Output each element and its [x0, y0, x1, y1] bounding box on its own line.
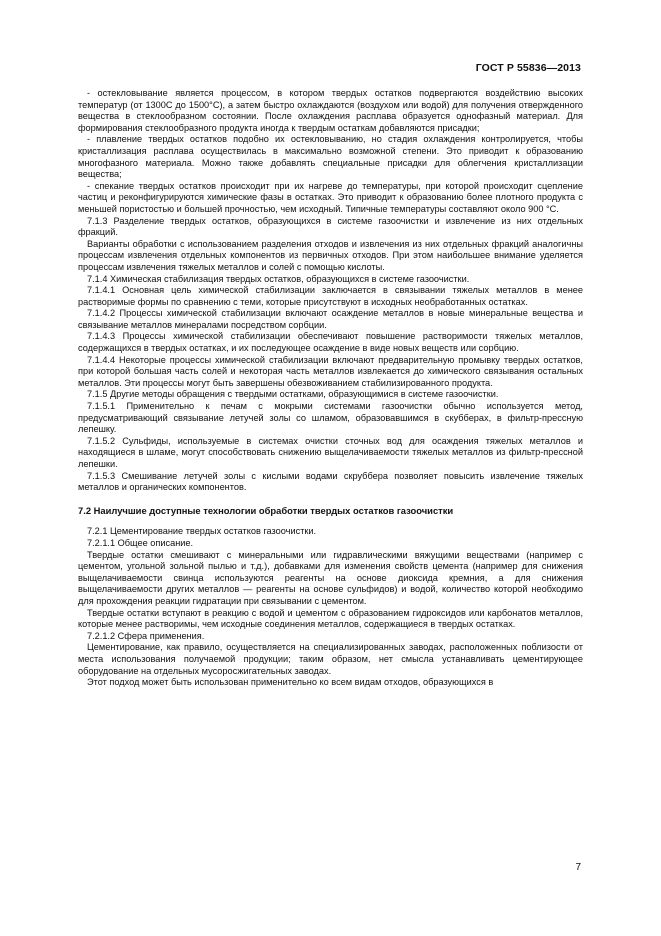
paragraph-sintering: - спекание твердых остатков происходит при их нагреве до температуры, при которой происходит сцепление частиц и реконфигурируются химические фазы в остатках. Это приводит к образованию более плотного продукта с меньшей пористостью и большей прочностью, чем исходный. Типичные температуры составляют около 900 °С. [78, 180, 583, 214]
page-number: 7 [575, 862, 581, 873]
paragraph-7-1-5-2: 7.1.5.2 Сульфиды, используемые в системах очистки сточных вод для осаждения тяжелых металлов и находящиеся в шламе, могут способствовать снижению выщелачиваемости тяжелых металлов из фильтр-прессной лепешки. [78, 435, 583, 469]
document-body [78, 88, 583, 689]
paragraph-7-2-1: 7.2.1 Цементирование твердых остатков газоочистки. [87, 526, 317, 537]
standard-code-header: ГОСТ Р 55836—2013 [475, 62, 581, 74]
paragraph-7-1-4-2: 7.1.4.2 Процессы химической стабилизации включают осаждение металлов в новые минеральные вещества и связывание металлов минералами посредством сорбции. [78, 308, 583, 330]
paragraph-7-1-5-3: 7.1.5.3 Смешивание летучей золы с кислыми водами скруббера позволяет повысить извлечение тяжелых металлов и органических компонентов. [78, 470, 583, 493]
paragraph-7-1-5-1: 7.1.5.1 Применительно к печам с мокрыми системами газоочистки обычно используется метод, предусматривающий связывание летучей золы со шламом, образовавшимся в скубберах, в фильтр-прессную лепешку. [78, 401, 583, 435]
paragraph-7-1-4-4: 7.1.4.4 Некоторые процессы химической стабилизации включают предварительную промывку твердых остатков, при которой большая часть солей и некоторая часть металлов извлекается до химического связывания остальных металлов. Эти процессы могут быть завершены обезвоживанием стабилизированного продукта. [78, 354, 583, 388]
paragraph-separation-variants: Варианты обработки с использованием разделения отходов и извлечения из них отдельных фракций аналогичны процессам извлечения отдельных компонентов из первичных отходов. При этом наибольшее внимание уделяется процессам извлечения тяжелых металлов и солей с помощью кислоты. [78, 238, 583, 272]
paragraph-7-1-3: 7.1.3 Разделение твердых остатков, образующихся в системе газоочистки и извлечение из них отдельных фракций. [78, 215, 583, 238]
paragraph-cement-mixing: Твердые остатки смешивают с минеральными или гидравлическими вяжущими веществами (например с цементом, угольной зольной пылью и т.д.), добавками для изменения свойств цемента (например для снижения выщелачиваемости свинца используются реагенты на основе диоксида кремния, а для снижения выщелачиваемости других металлов — реагенты на основе сульфидов) и водой, количество которой необходимо для прохождения реакции гидратации при связывании с цементом. [78, 549, 583, 606]
paragraph-melting: - плавление твердых остатков подобно их остекловыванию, но стадия охлаждения контролируется, чтобы кристаллизация расплава осуществилась в максимально возможной степени. Это приводит к образованию многофазного материала. Можно также добавлять специальные присадки для облегчения кристаллизации вещества; [78, 134, 583, 180]
paragraph-7-1-4: 7.1.4 Химическая стабилизация твердых остатков, образующихся в системе газоочистки. [87, 273, 470, 284]
paragraph-7-1-5: 7.1.5 Другие методы обращения с твердыми остатками, образующимися в системе газоочистки. [87, 389, 499, 400]
section-heading-7-2: 7.2 Наилучшие доступные технологии обработки твердых остатков газоочистки [78, 504, 454, 516]
paragraph-cementing-plants: Цементирование, как правило, осуществляется на специализированных заводах, расположенных поблизости от места использования получаемой продукции; таким образом, нет смысла устанавливать цементирующее оборудование на отдельных мусоросжигательных заводах. [78, 642, 583, 676]
paragraph-7-1-4-3: 7.1.4.3 Процессы химической стабилизации обеспечивают повышение растворимости тяжелых металлов, содержащихся в твердых остатках, и их последующее осаждение в виде новых веществ или сорбцию. [78, 331, 583, 354]
paragraph-cement-reaction: Твердые остатки вступают в реакцию с водой и цементом с образованием гидроксидов или карбонатов металлов, которые менее растворимы, чем исходные соединения металлов, содержащиеся в твердых остатках. [78, 607, 583, 630]
paragraph-7-2-1-2: 7.2.1.2 Сфера применения. [87, 630, 205, 641]
paragraph-7-2-1-1: 7.2.1.1 Общее описание. [87, 537, 194, 548]
paragraph-approach-applicability: Этот подход может быть использован применительно ко всем видам отходов, образующихся в [87, 677, 494, 688]
paragraph-vitrification: - остекловывание является процессом, в котором твердых остатков подвергаются воздействию высоких температур (от 1300С до 1500°C), а затем быстро охлаждаются (воздухом или водой) для получения отвержденного вещества в стеклообразном состоянии. После охлаждения расплава образуется однофазный материал. Для формирования стеклообразного продукта иногда к твердым остаткам добавляются присадки; [78, 88, 583, 133]
paragraph-7-1-4-1: 7.1.4.1 Основная цель химической стабилизации заключается в связывании тяжелых металлов в менее растворимые формы по сравнению с теми, которые присутствуют в исходных необработанных остатках. [78, 285, 583, 307]
